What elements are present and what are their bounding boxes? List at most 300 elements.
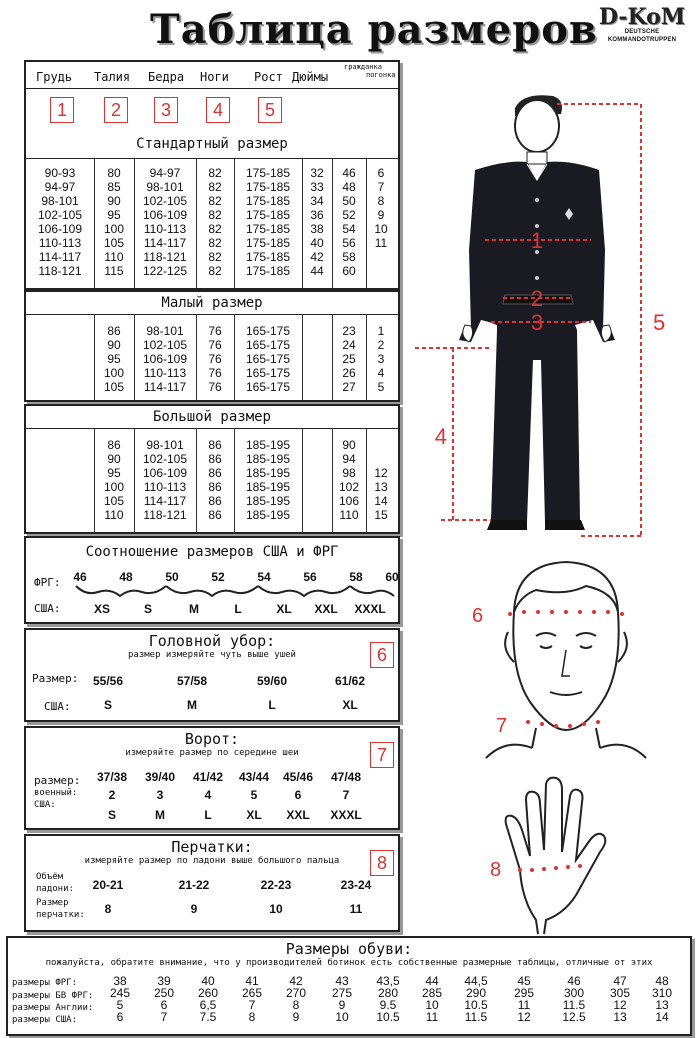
table-cell: 105 [103,236,125,250]
table-cell: 38 [310,222,324,236]
size-cell: 9 [292,1010,300,1024]
table-cell: 82 [208,166,222,180]
shoes-box [6,936,692,1036]
table-cell: 52 [342,208,356,222]
table-cell: 4 [377,366,385,380]
table-cell: 3 [377,352,385,366]
table-cell: 102-105 [142,338,188,352]
table-cell: 76 [208,380,222,394]
table-cell: 12 [374,466,388,480]
size-cell: L [234,602,242,616]
size-cell: 11 [517,998,531,1012]
size-cell: 50 [165,570,179,584]
std-shoulder-col [366,166,396,278]
size-cell: 55/56 [92,674,124,688]
small-civil-col [332,324,366,394]
table-cell: 165-175 [245,338,291,352]
table-cell: 114-117 [143,380,187,394]
table-cell [366,438,396,452]
table-cell: 185-195 [245,494,291,508]
size-cell: 11.5 [464,1010,488,1024]
size-cell: 38 [113,974,127,988]
shoes-title: Размеры обуви: [285,940,413,958]
table-cell: 25 [342,352,356,366]
large-shoulder-col [366,438,396,522]
table-cell: 90 [107,338,121,352]
table-cell: 105 [103,380,125,394]
table-cell: 15 [374,508,388,522]
table-cell: 98 [342,466,356,480]
size-cell: XXL [314,602,338,616]
size-cell: 11.5 [562,998,586,1012]
headwear-title: Головной убор: [148,632,276,650]
table-cell: 76 [208,352,222,366]
size-cell: 48 [655,974,669,988]
table-cell: 95 [107,208,121,222]
table-cell: 24 [342,338,356,352]
table-cell: 118-121 [143,250,187,264]
table-cell: 82 [208,180,222,194]
header-shoulder: погонка [366,71,396,79]
table-cell: 115 [104,264,124,278]
usa-ratio-box [24,536,400,624]
size-cell: 57/58 [176,674,208,688]
size-cell: S [107,808,116,822]
table-cell: 98-101 [146,180,184,194]
table-cell: 82 [208,194,222,208]
size-cell: 13 [655,998,669,1012]
table-cell: 42 [310,250,324,264]
size-cell: 46 [73,570,87,584]
large-civil-col [332,438,366,522]
header-inches: Дюймы [292,70,329,84]
size-cell: 7.5 [199,1010,217,1024]
small-title: Малый размер [161,295,263,311]
size-cell: 10.5 [376,1010,400,1024]
std-inches-col [302,166,332,278]
size-cell: M [187,698,197,712]
std-hips-col [134,166,196,278]
glove-size-label-1: Размер [36,898,69,908]
large-hips-col [134,438,196,522]
table-cell: 14 [374,494,388,508]
size-cell: 20-21 [92,878,124,892]
table-cell: 185-195 [245,452,291,466]
table-cell: 48 [342,180,356,194]
size-cell: 8 [104,902,112,916]
table-cell: 185-195 [245,438,291,452]
size-cell: 13 [613,1010,627,1024]
table-cell: 44 [310,264,324,278]
headwear-subtitle: размер измеряйте чуть выше ушей [128,650,296,660]
size-cell: 295 [513,986,535,1000]
size-cell: 280 [377,986,399,1000]
size-cell: 44,5 [464,974,488,988]
hand-illustration [486,770,626,936]
table-cell: 114-117 [143,494,187,508]
table-cell: 165-175 [245,324,291,338]
size-cell: M [189,602,199,616]
table-cell: 40 [310,236,324,250]
table-cell: 98-101 [41,194,79,208]
table-cell: 110 [104,508,124,522]
table-cell: 36 [310,208,324,222]
size-cell: 43,5 [376,974,400,988]
table-cell: 185-195 [245,466,291,480]
table-cell: 82 [208,250,222,264]
size-cell: 61/62 [334,674,366,688]
hand-label-8: 8 [490,859,502,881]
table-cell: 86 [208,494,222,508]
marker-3: 3 [154,97,178,123]
table-cell: 33 [310,180,324,194]
header-height: Рост [254,70,283,84]
table-cell: 2 [377,338,385,352]
table-cell: 102-105 [142,194,188,208]
collar-size-label: размер: [34,774,81,787]
table-cell: 105 [103,494,125,508]
gloves-title: Перчатки: [171,838,253,856]
table-cell: 86 [107,324,121,338]
marker-4: 4 [206,97,230,123]
figure-label-4: 4 [434,424,447,449]
table-cell: 185-195 [245,480,291,494]
marker-2: 2 [104,97,128,123]
size-cell: 11 [425,1010,439,1024]
table-cell: 106-109 [142,352,188,366]
small-height-col [234,324,302,394]
table-cell: 76 [208,324,222,338]
table-cell: 175-185 [245,250,291,264]
header-hips: Бедра [148,70,185,84]
size-cell: 40 [201,974,215,988]
table-cell: 185-195 [245,508,291,522]
logo-text: D-KoM [598,4,686,30]
size-cell: M [155,808,165,822]
table-cell: 94 [342,452,356,466]
size-cell: 10.5 [464,998,488,1012]
collar-subtitle: измеряйте размер по середине шеи [125,748,299,758]
size-cell: XL [246,808,262,822]
header-civil: гражданка [344,63,382,71]
table-cell: 90 [342,438,356,452]
table-cell: 94-97 [44,180,76,194]
table-cell: 32 [310,166,324,180]
table-cell: 110 [339,508,359,522]
size-cell: 9 [338,998,346,1012]
headwear-box [24,628,400,722]
size-cell: 45/46 [282,770,314,784]
table-cell: 106-109 [142,466,188,480]
table-cell: 102-105 [142,452,188,466]
table-cell: 76 [208,338,222,352]
table-cell: 110-113 [38,236,82,250]
size-cell: 5 [250,788,258,802]
size-cell: 8 [292,998,300,1012]
table-cell: 90 [107,452,121,466]
table-cell: 82 [208,222,222,236]
head-illustration [466,552,666,762]
table-cell: 100 [103,366,125,380]
table-cell: 5 [377,380,385,394]
size-cell: 305 [609,986,631,1000]
size-cell: 4 [204,788,212,802]
size-cell: 10 [425,998,439,1012]
standard-size-table [24,60,400,290]
figure-label-2: 2 [530,286,544,311]
page-title: Таблица размеров [150,6,598,53]
size-cell: 60 [385,570,399,584]
table-cell: 165-175 [245,352,291,366]
std-height-col [234,166,302,278]
shoes-label-frg: размеры ФРГ: [12,978,78,988]
table-cell: 6 [377,166,385,180]
table-cell: 8 [377,194,385,208]
size-cell: XXXL [354,602,386,616]
table-cell: 54 [342,222,356,236]
size-cell: 12 [517,1010,531,1024]
table-cell: 86 [208,480,222,494]
size-cell: 52 [211,570,225,584]
table-cell: 86 [208,466,222,480]
logo-subtext: DEUTSCHE KOMMANDOTRUPPEN [607,29,677,43]
figure-label-1: 1 [530,228,544,253]
table-cell: 94-97 [149,166,181,180]
table-cell: 98-101 [146,324,184,338]
table-cell: 114-117 [38,250,82,264]
frg-label: ФРГ: [34,576,61,589]
table-cell: 86 [208,508,222,522]
size-cell: 14 [655,1010,669,1024]
size-cell: 8 [248,1010,256,1024]
table-cell: 80 [107,166,121,180]
size-cell: 46 [567,974,581,988]
table-cell: 102-105 [37,208,83,222]
table-cell: 175-185 [245,208,291,222]
table-cell: 86 [107,438,121,452]
size-cell: 275 [331,986,353,1000]
std-legs-col [196,166,234,278]
size-cell: 270 [285,986,307,1000]
table-cell: 76 [208,366,222,380]
size-cell: 42 [289,974,303,988]
size-cell: XL [342,698,358,712]
large-size-table [24,404,400,534]
size-cell: 10 [269,902,283,916]
size-cell: 21-22 [178,878,210,892]
brace-decoration [74,582,398,602]
table-cell: 90-93 [44,166,76,180]
table-cell: 95 [107,352,121,366]
size-cell: 5 [116,998,124,1012]
face-label-7: 7 [496,715,508,737]
table-cell: 7 [377,180,385,194]
figure-label-3: 3 [530,310,544,335]
size-cell: 39/40 [144,770,176,784]
table-cell: 10 [374,222,388,236]
table-cell: 46 [342,166,356,180]
large-title: Большой размер [152,409,271,425]
shoes-label-us: размеры США: [12,1015,78,1025]
table-cell: 165-175 [245,366,291,380]
std-waist-col [94,166,134,278]
table-cell: 118-121 [38,264,82,278]
table-cell: 95 [107,466,121,480]
collar-title: Ворот: [184,730,240,748]
table-cell: 114-117 [143,236,187,250]
table-cell: 9 [377,208,385,222]
usa-label: США: [34,602,61,615]
header-legs: Ноги [200,70,229,84]
table-cell: 175-185 [245,264,291,278]
brand-logo [590,4,694,43]
table-cell: 1 [377,324,385,338]
table-cell: 11 [374,236,388,250]
small-size-table [24,290,400,402]
large-waist-col [94,438,134,522]
size-cell: 48 [119,570,133,584]
table-cell: 100 [103,480,125,494]
size-cell: XXL [286,808,310,822]
table-cell: 110-113 [143,366,187,380]
size-cell: 45 [517,974,531,988]
gloves-box [24,834,400,932]
table-cell: 85 [107,180,121,194]
size-cell: 12 [613,998,627,1012]
size-cell: 41 [245,974,259,988]
size-cell: 41/42 [192,770,224,784]
gloves-subtitle: измеряйте размер по ладони выше большого пальца [84,856,340,866]
table-cell: 110-113 [143,480,187,494]
small-shoulder-col [366,324,396,394]
table-cell [366,452,396,466]
table-cell: 86 [208,452,222,466]
size-cell: 6 [160,998,168,1012]
table-cell: 175-185 [245,166,291,180]
size-cell: 7 [342,788,350,802]
standard-title: Стандартный размер [136,136,288,152]
size-cell: 43/44 [238,770,270,784]
table-cell: 90 [107,194,121,208]
table-cell: 100 [103,222,125,236]
size-cell: 54 [257,570,271,584]
small-hips-col [134,324,196,394]
palm-label-1: Объём [36,872,64,882]
table-cell: 175-185 [245,180,291,194]
collar-box [24,726,400,830]
size-cell: XL [276,602,292,616]
table-cell: 26 [342,366,356,380]
size-cell: 300 [563,986,585,1000]
std-chest-col [30,166,90,278]
figure-label-5: 5 [653,310,666,335]
collar-mil-label: военный: [34,788,78,798]
marker-6-box: 6 [370,642,394,668]
headwear-size-label: Размер: [32,672,79,685]
size-cell: 6,5 [199,998,217,1012]
size-cell: 58 [349,570,363,584]
size-cell: 2 [108,788,116,802]
size-cell: 7 [160,1010,168,1024]
small-legs-col [196,324,234,394]
table-cell: 102 [338,480,360,494]
table-cell: 60 [342,264,356,278]
size-cell: 6 [294,788,302,802]
table-cell: 175-185 [245,222,291,236]
collar-usa-label: США: [34,800,56,810]
size-cell: 9.5 [379,998,397,1012]
size-cell: 6 [116,1010,124,1024]
face-label-6: 6 [472,605,484,627]
table-cell: 50 [342,194,356,208]
table-cell [366,264,396,278]
uniform-figure-illustration [405,80,695,550]
shoes-label-bv: размеры БВ ФРГ: [12,991,94,1001]
size-cell: 285 [421,986,443,1000]
marker-7-box: 7 [370,742,394,768]
size-cell: 245 [109,986,131,1000]
size-cell: 310 [651,986,673,1000]
table-cell [366,250,396,264]
shoes-label-uk: размеры Англии: [12,1003,94,1013]
size-cell: 22-23 [260,878,292,892]
size-cell: 7 [248,998,256,1012]
size-cell: 39 [157,974,171,988]
size-cell: 290 [465,986,487,1000]
table-cell: 82 [208,208,222,222]
size-cell: 43 [335,974,349,988]
table-cell: 106-109 [37,222,83,236]
table-cell: 13 [374,480,388,494]
table-cell: 23 [342,324,356,338]
palm-label-2: ладони: [36,884,74,894]
table-cell: 27 [342,380,356,394]
table-cell: 110-113 [143,222,187,236]
size-cell: 56 [303,570,317,584]
large-legs-col [196,438,234,522]
size-cell: 265 [241,986,263,1000]
table-cell: 175-185 [245,236,291,250]
header-waist: Талия [94,70,131,84]
table-cell: 165-175 [245,380,291,394]
marker-8-box: 8 [370,850,394,876]
shoes-note: пожалуйста, обратите внимание, что у производителей ботинок есть собственные размерные таблицы, отличные от этих [45,958,653,968]
size-cell: 250 [153,986,175,1000]
size-cell: 47/48 [330,770,362,784]
table-cell: 98-101 [146,438,184,452]
table-cell: 82 [208,236,222,250]
table-cell: 106-109 [142,208,188,222]
size-cell: S [103,698,112,712]
marker-5: 5 [258,97,282,123]
size-cell: 47 [613,974,627,988]
table-cell: 34 [310,194,324,208]
size-cell: 44 [425,974,439,988]
size-cell: 9 [190,902,198,916]
table-cell: 56 [342,236,356,250]
glove-size-label-2: перчатки: [36,910,85,920]
size-cell: 23-24 [340,878,372,892]
usa-ratio-title: Соотношение размеров США и ФРГ [85,544,339,560]
large-height-col [234,438,302,522]
size-cell: 260 [197,986,219,1000]
size-cell: L [268,698,276,712]
std-civil-col [332,166,366,278]
marker-1: 1 [50,97,74,123]
size-cell: XXXL [330,808,362,822]
size-cell: S [143,602,152,616]
header-chest: Грудь [36,70,73,84]
